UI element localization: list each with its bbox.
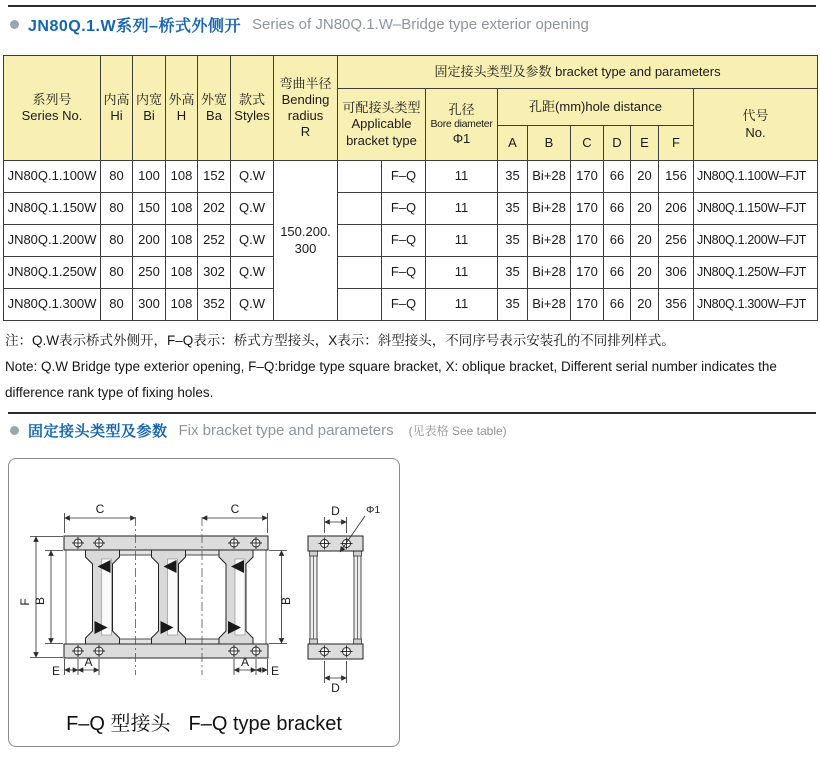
cell-h: 108 [166,257,198,289]
cell-series: JN80Q.1.250W [4,257,101,289]
cell-e: 20 [631,225,659,257]
cell-e: 20 [631,289,659,321]
cell-d: 66 [604,225,631,257]
table-row [4,161,818,193]
cell-bore: 11 [426,161,498,193]
section1-header [10,13,589,36]
table-row [4,257,818,289]
cell-style: Q.W [231,161,274,193]
cell-b: Bi+28 [528,193,571,225]
cell-h: 108 [166,225,198,257]
cell-bracket: F–Q [382,289,426,321]
cell-d: 66 [604,193,631,225]
caption-en: F–Q type bracket [188,713,342,735]
head-applicable-bracket: 可配接头类型 Applicable bracket type [338,89,426,161]
cell-f: 306 [659,257,694,289]
head-code: 代号 No. [694,89,818,161]
table-row [4,225,818,257]
cell-bi: 100 [133,161,166,193]
cell-code: JN80Q.1.100W–FJT [694,161,818,193]
dim-label-e-left: E [51,664,61,678]
cell-c: 170 [571,161,604,193]
cell-bore: 11 [426,257,498,289]
head-inner-width: 内宽 Bi [133,56,166,161]
section1-title-en: Series of JN80Q.1.W–Bridge type exterior opening [252,16,589,33]
cell-ba: 152 [198,161,231,193]
top-divider [8,5,816,7]
cell-hi: 80 [101,193,133,225]
head-hole-c: C [571,126,604,161]
cell-bracket: F–Q [382,161,426,193]
cell-ba: 252 [198,225,231,257]
dim-label-d-top: D [331,504,340,518]
dim-label-f: F [18,598,32,606]
cell-series: JN80Q.1.150W [4,193,101,225]
cell-h: 108 [166,193,198,225]
cell-code: JN80Q.1.300W–FJT [694,289,818,321]
dim-label-e-right: E [270,664,280,678]
cell-bi: 300 [133,289,166,321]
cell-h: 108 [166,289,198,321]
cell-ba: 302 [198,257,231,289]
cell-a: 35 [498,161,528,193]
cell-a: 35 [498,225,528,257]
section-divider [8,412,816,414]
head-hole-f: F [659,126,694,161]
dim-label-d-bottom: D [331,681,340,695]
cell-code: JN80Q.1.150W–FJT [694,193,818,225]
table-row [4,193,818,225]
cell-f: 256 [659,225,694,257]
dim-label-c-right: C [230,502,240,516]
section1-title-zh: JN80Q.1.W系列–桥式外侧开 [28,18,241,35]
dim-label-a-left: A [84,655,93,669]
cell-bracket: F–Q [382,193,426,225]
cell-a: 35 [498,289,528,321]
cell-c: 170 [571,225,604,257]
cell-e: 20 [631,161,659,193]
cell-ba: 202 [198,193,231,225]
cell-d: 66 [604,257,631,289]
cell-style: Q.W [231,257,274,289]
cell-bracket-spacer [338,289,382,321]
cell-f: 356 [659,289,694,321]
front-view [64,517,268,675]
fq-bracket-drawing [9,461,399,705]
cell-style: Q.W [231,225,274,257]
cell-d: 66 [604,161,631,193]
chain-link [219,550,253,644]
head-bending-radius: 弯曲半径 Bending radius R [274,56,338,161]
cell-b: Bi+28 [528,161,571,193]
head-hole-a: A [498,126,528,161]
cell-bi: 250 [133,257,166,289]
cell-bi: 200 [133,225,166,257]
cell-bore: 11 [426,225,498,257]
head-outer-width: 外宽 Ba [198,56,231,161]
dim-label-phi1: Φ1 [366,504,381,516]
cell-bi: 150 [133,193,166,225]
chain-link [152,550,186,644]
cell-bore: 11 [426,289,498,321]
screw-holes [319,538,353,658]
cell-b: Bi+28 [528,225,571,257]
see-table-hint: (见表格 See table) [408,424,507,438]
section2-title-en: Fix bracket type and parameters [178,422,394,439]
cell-hi: 80 [101,289,133,321]
cell-bracket-spacer [338,161,382,193]
cell-series: JN80Q.1.200W [4,225,101,257]
head-series: 系列号 Series No. [4,56,101,161]
head-outer-height: 外高 H [166,56,198,161]
cell-code: JN80Q.1.200W–FJT [694,225,818,257]
head-inner-height: 内高 Hi [101,56,133,161]
cell-bending-radius: 150.200. 300 [274,161,338,321]
cell-e: 20 [631,193,659,225]
cell-bracket-spacer [338,193,382,225]
note-zh: 注：Q.W表示桥式外侧开，F–Q表示：桥式方型接头，X表示：斜型接头，不同序号表示安装孔的不同排列样式。 [5,333,675,348]
head-hole-distance: 孔距(mm)hole distance [498,89,694,126]
cell-bracket: F–Q [382,257,426,289]
cell-bracket-spacer [338,257,382,289]
dim-label-b-left: B [33,596,47,606]
cell-f: 206 [659,193,694,225]
bullet-icon [10,20,19,29]
drawing-caption [9,707,399,736]
cell-d: 66 [604,289,631,321]
spec-table [3,55,818,321]
cell-b: Bi+28 [528,289,571,321]
cell-c: 170 [571,193,604,225]
cell-b: Bi+28 [528,257,571,289]
chain-link [86,550,120,644]
dim-label-b-right: B [279,596,293,606]
cell-series: JN80Q.1.100W [4,161,101,193]
cell-hi: 80 [101,225,133,257]
head-bore-diameter: 孔径 Bore diameter Φ1 [426,89,498,161]
table-row [4,289,818,321]
cell-h: 108 [166,161,198,193]
notes-block [5,328,818,406]
head-hole-b: B [528,126,571,161]
cell-bore: 11 [426,193,498,225]
side-view [308,536,363,659]
section2-header [10,420,507,441]
cell-a: 35 [498,193,528,225]
dim-label-c-left: C [95,502,105,516]
head-hole-e: E [631,126,659,161]
section2-title-zh: 固定接头类型及参数 [28,423,168,440]
cell-f: 156 [659,161,694,193]
cell-code: JN80Q.1.250W–FJT [694,257,818,289]
dim-label-a-right: A [240,655,250,669]
note-en: Note: Q.W Bridge type exterior opening, F–Q:bridge type square bracket, X: oblique bracket, Different serial number indicates the difference rank type of fixing holes. [5,359,777,400]
cell-hi: 80 [101,257,133,289]
bullet-icon [10,426,19,435]
cell-style: Q.W [231,193,274,225]
bracket-drawing-panel [8,458,400,747]
head-hole-d: D [604,126,631,161]
head-styles: 款式 Styles [231,56,274,161]
cell-hi: 80 [101,161,133,193]
cell-bracket: F–Q [382,225,426,257]
cell-e: 20 [631,257,659,289]
cell-series: JN80Q.1.300W [4,289,101,321]
caption-zh: F–Q 型接头 [66,713,171,735]
cell-style: Q.W [231,289,274,321]
cell-c: 170 [571,257,604,289]
cell-bracket-spacer [338,225,382,257]
cell-ba: 352 [198,289,231,321]
cell-c: 170 [571,289,604,321]
cell-a: 35 [498,257,528,289]
head-bracket-group: 固定接头类型及参数 bracket type and parameters [338,56,818,89]
